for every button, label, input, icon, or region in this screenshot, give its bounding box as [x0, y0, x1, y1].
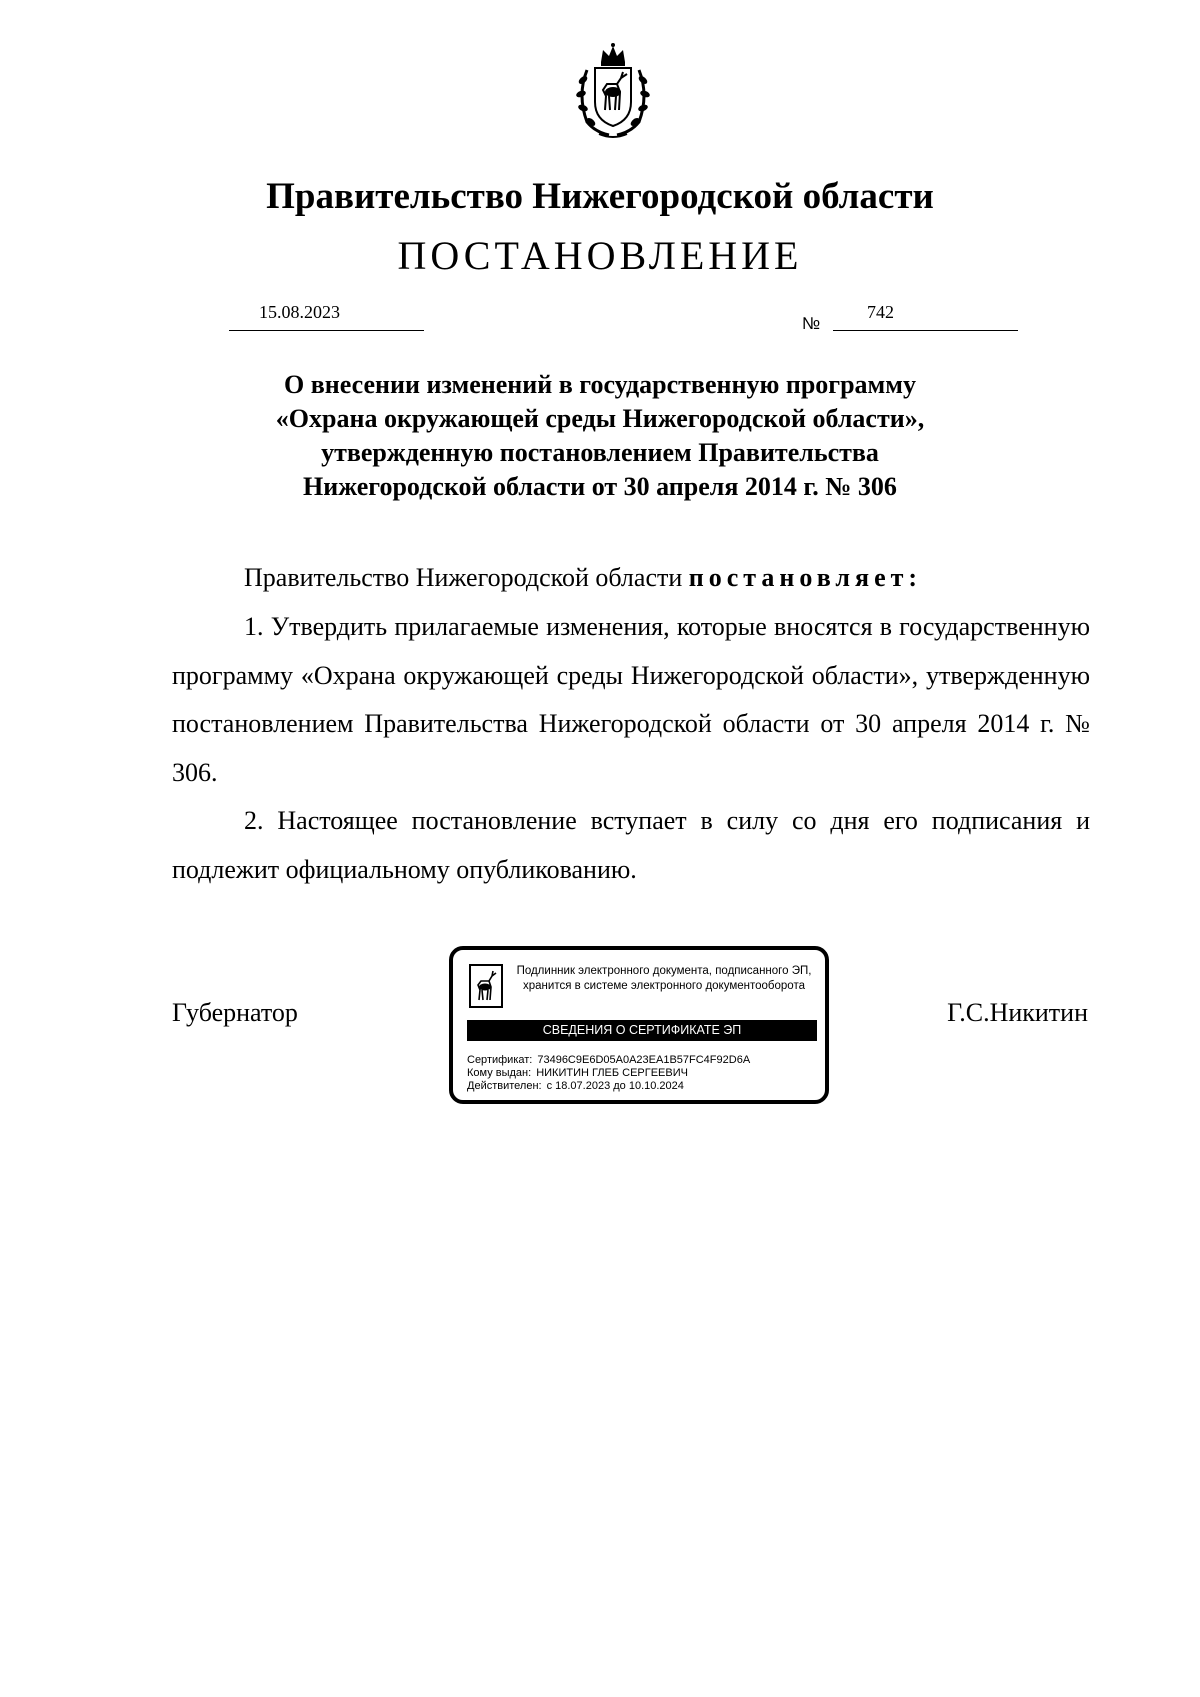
number-sign: №	[802, 314, 821, 333]
stamp-header-line: Подлинник электронного документа, подписанного ЭП,	[516, 965, 812, 977]
subject-line: «Охрана окружающей среды Нижегородской области»,	[275, 404, 925, 433]
stamp-valid-row	[467, 1080, 684, 1093]
subject-line: Нижегородской области от 30 апреля 2014 г. № 306	[303, 472, 897, 501]
intro-text: Правительство Нижегородской области	[244, 563, 683, 592]
coat-of-arms-emblem	[573, 40, 653, 140]
signatory-position: Губернатор	[172, 998, 298, 1027]
stamp-certificate-row	[467, 1054, 750, 1067]
subject-line: О внесении изменений в государственную программу	[284, 370, 916, 399]
stamp-header	[509, 964, 819, 994]
certificate-value: 73496C9E6D05A0A23EA1B57FC4F92D6A	[537, 1054, 751, 1066]
resolution-item-1: 1. Утвердить прилагаемые изменения, которые вносятся в государственную программу «Охрана окружающей среды Нижегородской области», утвержденную постановлением Правительства Нижегородской области от 30 апреля 2014 г. № 306.	[172, 612, 1090, 787]
document-date: 15.08.2023	[259, 302, 340, 322]
stamp-issued-row	[467, 1067, 688, 1080]
document-type-title: ПОСТАНОВЛЕНИЕ	[397, 233, 803, 278]
stamp-certificate-heading: СВЕДЕНИЯ О СЕРТИФИКАТЕ ЭП	[467, 1020, 817, 1041]
date-underline	[229, 330, 424, 331]
deer-icon	[469, 964, 503, 1008]
organization-name: Правительство Нижегородской области	[266, 176, 934, 217]
document-subject	[150, 368, 1050, 504]
subject-line: утвержденную постановлением Правительства	[321, 438, 879, 467]
resolution-intro	[172, 554, 1090, 603]
electronic-signature-stamp	[449, 946, 829, 1104]
document-number: 742	[867, 302, 894, 322]
stamp-header-line: хранится в системе электронного документооборота	[523, 980, 805, 992]
certificate-label: Сертификат:	[467, 1054, 533, 1066]
issued-label: Кому выдан:	[467, 1067, 532, 1079]
intro-keyword: постановляет:	[688, 563, 923, 592]
issued-value: НИКИТИН ГЛЕБ СЕРГЕЕВИЧ	[536, 1067, 688, 1079]
resolution-item-2: 2. Настоящее постановление вступает в силу со дня его подписания и подлежит официальному опубликованию.	[172, 806, 1090, 884]
valid-label: Действителен:	[467, 1080, 542, 1092]
signatory-name: Г.С.Никитин	[947, 998, 1088, 1027]
valid-value: с 18.07.2023 до 10.10.2024	[546, 1080, 684, 1092]
number-underline	[833, 330, 1018, 331]
